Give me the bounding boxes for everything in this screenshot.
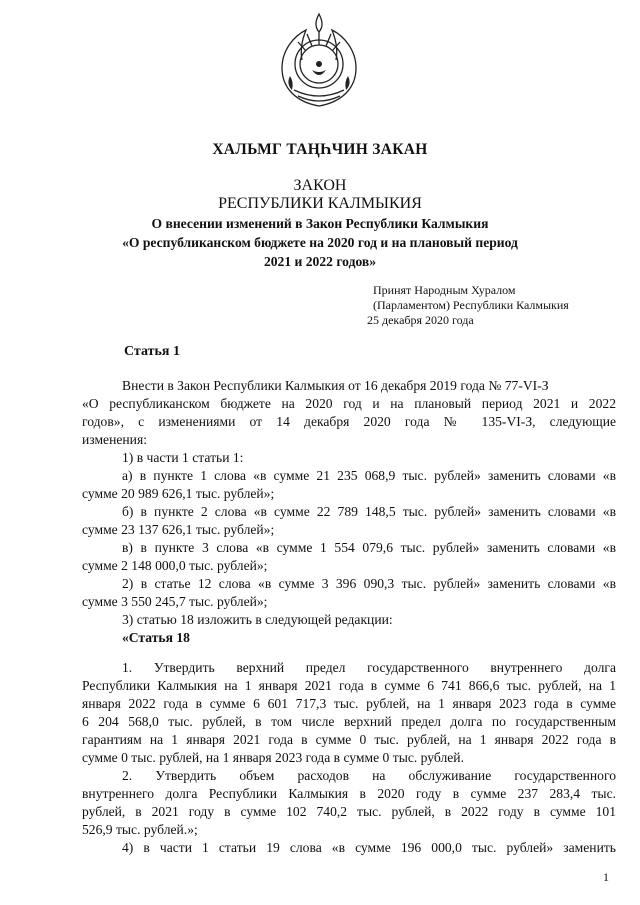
- text-line: изменения:: [82, 432, 147, 447]
- law-title: ЗАКОН: [293, 177, 347, 194]
- text-line: б) в пункте 2 слова «в сумме 22 789 148,5 тыс. рублей» заменить словами «в: [122, 504, 616, 519]
- text-line: Республики Калмыкия на 1 января 2021 года в сумме 6 741 866,6 тыс. рублей, на 1: [82, 678, 616, 693]
- adoption-line: Принят Народным Хуралом: [373, 283, 516, 297]
- adoption-line: (Парламентом) Республики Калмыкия: [373, 298, 569, 312]
- text-line: Внести в Закон Республики Калмыкия от 16 декабря 2019 года № 77-VI-З: [122, 378, 549, 393]
- text-line: внутреннего долга Республики Калмыкия в 2020 году в сумме 237 283,4 тыс.: [82, 786, 616, 801]
- quoted-article-heading: «Статья 18: [122, 630, 190, 645]
- text-line: сумме 0 тыс. рублей, на 1 января 2023 года в сумме 0 тыс. рублей.: [82, 750, 464, 765]
- subtitle-line: О внесении изменений в Закон Республики Калмыкия: [151, 216, 489, 231]
- article-heading: Статья 1: [124, 344, 180, 359]
- page-number: 1: [603, 870, 609, 884]
- text-line: а) в пункте 1 слова «в сумме 21 235 068,9 тыс. рублей» заменить словами «в: [122, 468, 616, 483]
- text-line: сумме 3 550 245,7 тыс. рублей»;: [82, 594, 268, 609]
- text-line: 1. Утвердить верхний предел государственного внутреннего долга: [122, 660, 616, 675]
- text-line: сумме 20 989 626,1 тыс. рублей»;: [82, 486, 275, 501]
- text-line: 6 204 568,0 тыс. рублей, в том числе верхний предел долга по государственным: [82, 714, 616, 729]
- text-line: 2. Утвердить объем расходов на обслуживание государственного: [122, 768, 616, 783]
- text-line: 1) в части 1 статьи 1:: [122, 450, 244, 465]
- text-line: в) в пункте 3 слова «в сумме 1 554 079,6 тыс. рублей» заменить словами «в: [122, 540, 616, 555]
- text-line: «О республиканском бюджете на 2020 год и на плановый период 2021 и 2022: [82, 396, 616, 411]
- kalmyk-title: ХАЛЬМГ ТАҢҺЧИН ЗАКАН: [212, 141, 428, 158]
- text-line: 2) в статье 12 слова «в сумме 3 396 090,3 тыс. рублей» заменить словами «в: [122, 576, 616, 591]
- subtitle-line: «О республиканском бюджете на 2020 год и на плановый период: [122, 235, 518, 250]
- state-emblem: [276, 10, 362, 110]
- text-line: сумме 2 148 000,0 тыс. рублей»;: [82, 558, 268, 573]
- text-line: 4) в части 1 статьи 19 слова «в сумме 196 000,0 тыс. рублей» заменить: [122, 840, 616, 855]
- adoption-date: 25 декабря 2020 года: [367, 313, 474, 327]
- text-line: 526,9 тыс. рублей.»;: [82, 822, 198, 837]
- text-line: гарантиям на 1 января 2021 года в сумме 0 тыс. рублей, на 1 января 2022 года в: [82, 732, 616, 747]
- text-line: сумме 23 137 626,1 тыс. рублей»;: [82, 522, 275, 537]
- subtitle-line: 2021 и 2022 годов»: [263, 254, 377, 269]
- text-line: 3) статью 18 изложить в следующей редакции:: [122, 612, 393, 627]
- text-line: января 2022 года в сумме 6 601 717,3 тыс. рублей, на 1 января 2023 года в сумме: [82, 696, 616, 711]
- text-line: годов», с изменениями от 14 декабря 2020 года № 135-VI-З, следующие: [82, 414, 616, 429]
- republic-title: РЕСПУБЛИКИ КАЛМЫКИЯ: [218, 195, 422, 212]
- text-line: рублей, в 2021 году в сумме 102 740,2 тыс. рублей, в 2022 году в сумме 101: [82, 804, 616, 819]
